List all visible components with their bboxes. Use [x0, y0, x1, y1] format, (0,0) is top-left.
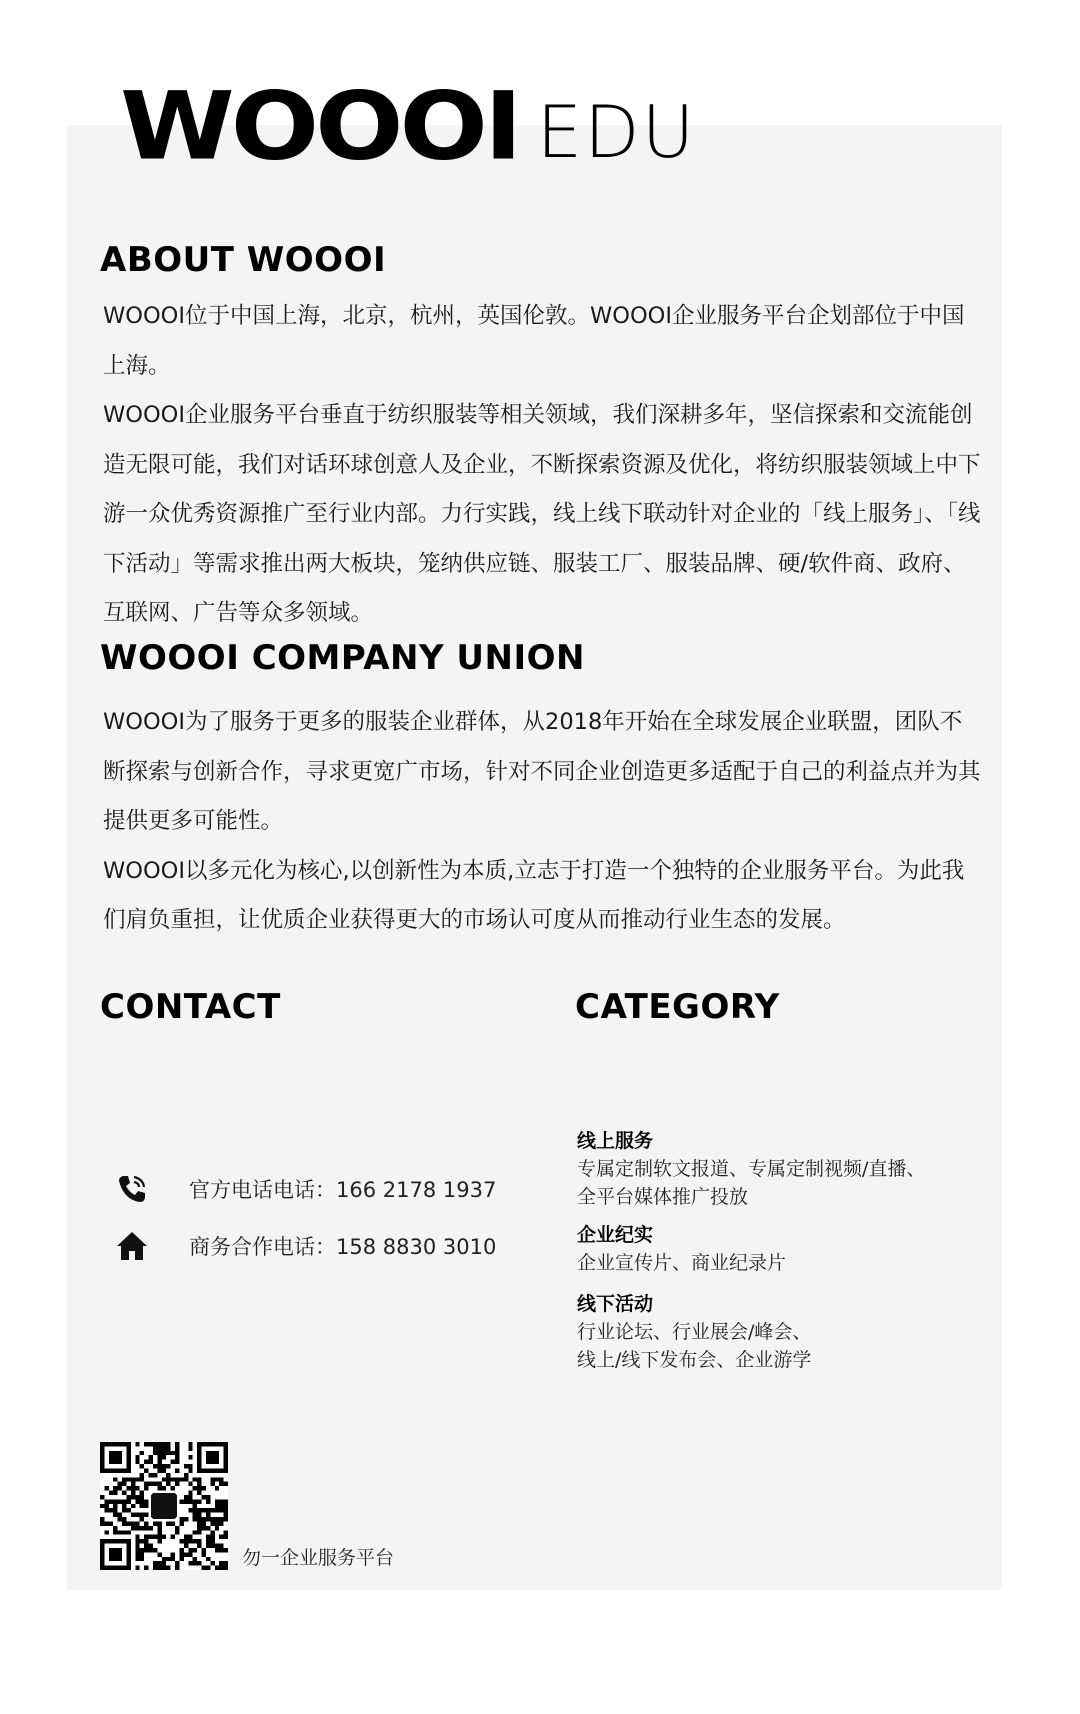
- about-body: [103, 292, 983, 639]
- about-paragraph-2: WOOOI企业服务平台垂直于纺织服装等相关领域，我们深耕多年，坚信探索和交流能创造无限可能，我们对话环球创意人及企业，不断探索资源及优化，将纺织服装领域上中下游一众优秀资源推广至行业内部。力行实践，线上线下联动针对企业的「线上服务」、「线下活动」等需求推出两大板块，笼纳供应链、服装工厂、服装品牌、硬/软件商、政府、互联网、广告等众多领域。: [103, 402, 981, 626]
- contact-phone-text: 官方电话电话：166 2178 1937: [189, 1178, 497, 1202]
- category-line: 全平台媒体推广投放: [577, 1186, 749, 1208]
- contact-business-text: 商务合作电话：158 8830 3010: [189, 1235, 497, 1259]
- union-paragraph-2: WOOOI以多元化为核心,以创新性为本质,立志于打造一个独特的企业服务平台。为此我们肩负重担，让优质企业获得更大的市场认可度从而推动行业生态的发展。: [103, 857, 965, 933]
- category-line: 企业宣传片、商业纪录片: [577, 1252, 787, 1274]
- logo-suffix: EDU: [536, 90, 697, 174]
- about-paragraph-1: WOOOI位于中国上海，北京，杭州，英国伦敦。WOOOI企业服务平台企划部位于中国上海。: [103, 303, 965, 379]
- logo-mark: WOOOI: [120, 71, 519, 181]
- about-title: ABOUT WOOOI: [100, 240, 387, 280]
- union-title: WOOOI COMPANY UNION: [100, 638, 585, 678]
- contact-phone: [115, 1172, 496, 1206]
- union-paragraph-1: WOOOI为了服务于更多的服装企业群体，从2018年开始在全球发展企业联盟，团队不断探索与创新合作，寻求更宽广市场，针对不同企业创造更多适配于自己的利益点并为其提供更多可能性。: [103, 709, 981, 834]
- category-line: 线上/线下发布会、企业游学: [577, 1349, 812, 1371]
- home-icon: [115, 1229, 149, 1263]
- category-heading: 线下活动: [577, 1293, 654, 1315]
- qr-code: [100, 1442, 228, 1570]
- category-online: [577, 1127, 997, 1211]
- qr-caption: 勿一企业服务平台: [242, 1547, 395, 1569]
- union-body: [103, 698, 983, 946]
- category-heading: 线上服务: [577, 1130, 654, 1152]
- category-offline: [577, 1290, 997, 1374]
- contact-title: CONTACT: [100, 987, 281, 1027]
- category-heading: 企业纪实: [577, 1224, 654, 1246]
- brand-logo: [120, 71, 697, 181]
- category-title: CATEGORY: [575, 987, 780, 1027]
- contact-business: [115, 1229, 496, 1263]
- phone-icon: [115, 1172, 149, 1206]
- category-line: 专属定制软文报道、专属定制视频/直播、: [577, 1158, 926, 1180]
- category-line: 行业论坛、行业展会/峰会、: [577, 1321, 812, 1343]
- category-documentary: [577, 1221, 997, 1277]
